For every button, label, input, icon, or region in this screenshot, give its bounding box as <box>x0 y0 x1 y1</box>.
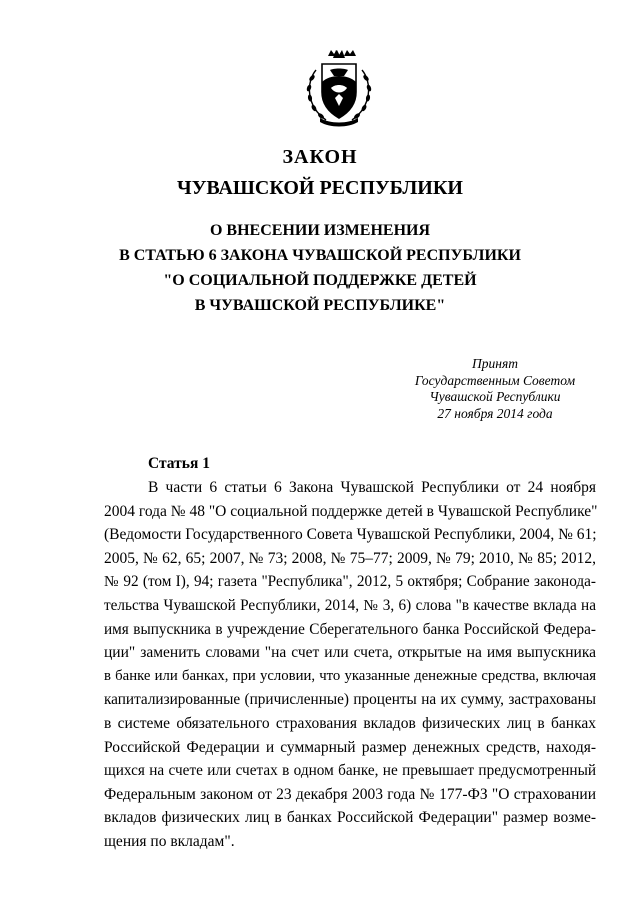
adoption-line: Чувашской Республики <box>429 389 561 404</box>
body-line: (Ведомости Государственного Совета Чувашской Республики, 2004, № 61; <box>104 526 597 544</box>
body-line: вкладов физических лиц в банках Российской Федерации" размер возме- <box>104 809 596 827</box>
document-type-title: ЗАКОН <box>282 146 358 168</box>
body-line: щихся на счете или счетах в одном банке, не превышает предусмотренный <box>104 762 596 780</box>
body-line: Федеральным законом от 23 декабря 2003 года № 177-ФЗ "О страховании <box>104 785 596 803</box>
subject-line-1: О ВНЕСЕНИИ ИЗМЕНЕНИЯ <box>209 222 431 239</box>
body-line: 2004 года № 48 "О социальной поддержке детей в Чувашской Республике" <box>104 502 598 520</box>
body-line: 2005, № 62, 65; 2007, № 73; 2008, № 75–77; 2009, № 79; 2010, № 85; 2012, <box>104 549 596 567</box>
body-line: тельства Чувашской Республики, 2014, № 3, 6) слова "в качестве вклада на <box>104 596 596 614</box>
adoption-note <box>400 356 590 422</box>
subject-line-3: "О СОЦИАЛЬНОЙ ПОДДЕРЖКЕ ДЕТЕЙ <box>163 272 477 289</box>
article-body <box>104 476 596 854</box>
body-line: ции" заменить словами "на счет или счета, открытые на имя выпускника <box>104 644 596 662</box>
body-line: в банке или банках, при условии, что указанные денежные средства, включая <box>104 667 596 684</box>
body-line: в системе обязательного страхования вкладов физических лиц в банках <box>104 714 596 732</box>
body-line: щения по вкладам". <box>104 832 235 850</box>
adoption-line: Принят <box>472 356 518 371</box>
body-line: № 92 (том I), 94; газета "Республика", 2012, 5 октября; Собрание законода- <box>104 573 596 591</box>
republic-title: ЧУВАШСКОЙ РЕСПУБЛИКИ <box>177 177 463 199</box>
body-line: капитализированные (причисленные) проценты на их сумму, застрахованы <box>104 691 596 709</box>
adoption-date: 27 ноября 2014 года <box>437 405 553 421</box>
coat-of-arms-emblem <box>300 48 378 128</box>
body-line: имя выпускника в учреждение Сберегательного банка Российской Федера- <box>104 620 596 638</box>
body-line: В части 6 статьи 6 Закона Чувашской Республики от 24 ноября <box>148 479 596 496</box>
subject-line-4: В ЧУВАШСКОЙ РЕСПУБЛИКЕ" <box>194 297 446 314</box>
body-line: Российской Федерации и суммарный размер денежных средств, находя- <box>104 738 596 756</box>
subject-line-2: В СТАТЬЮ 6 ЗАКОНА ЧУВАШСКОЙ РЕСПУБЛИКИ <box>119 247 521 264</box>
adoption-line: Государственным Советом <box>414 372 576 388</box>
article-title: Статья 1 <box>148 455 210 472</box>
